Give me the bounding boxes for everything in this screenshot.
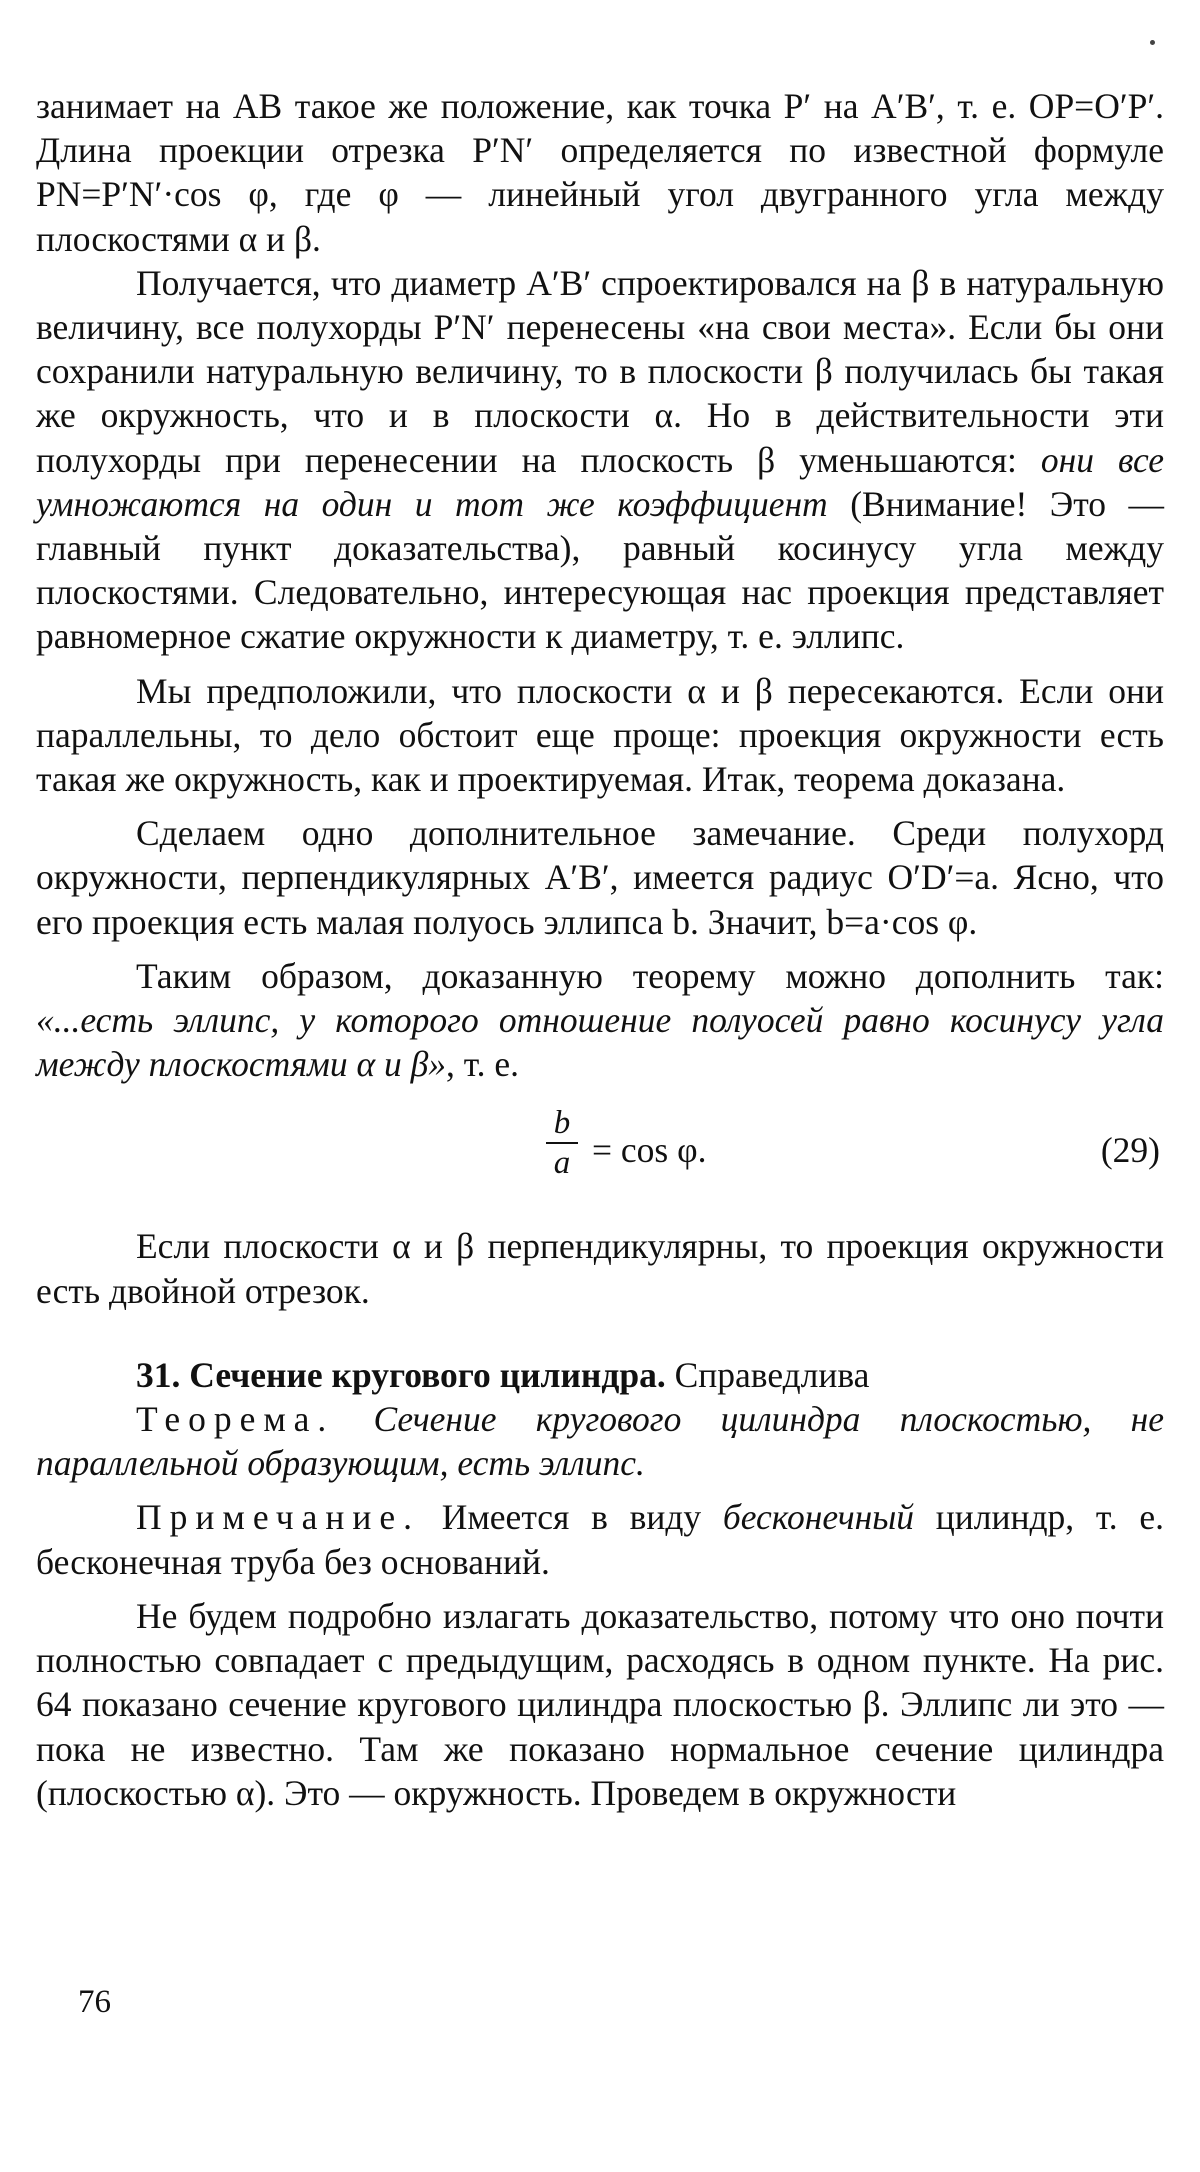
fraction-denominator: a xyxy=(553,1145,571,1182)
paragraph-parallel-case: Мы предположили, что плоскости α и β пересекаются. Если они параллельны, то дело обстоит еще проще: проекция окружности есть такая же окружность, как и проектируемая. Итак, теорема доказана. xyxy=(36,670,1164,800)
note-text: Имеется в виду xyxy=(441,1497,702,1538)
paragraph-proof-outline: Не будем подробно излагать доказательство, потому что оно почти полностью совпадает с предыдущим, расходясь в одном пункте. На рис. 64 показано сечение кругового цилиндра плоскостью β. Эллипс ли это — пока не известно. Там же показано нормальное сечение цилиндра (плоскостью α). Это — окружность. Проведем в окружности xyxy=(36,1595,1164,1813)
emphasis-text: «...есть эллипс, у которого отношение полуосей равно косинусу угла между плоскостями α и β» xyxy=(36,1000,1164,1085)
paragraph-text: Получается, что диаметр A′B′ спроектировался на β в натуральную величину, все полухорды P′N′ перенесены «на свои места». Если бы они сохранили натуральную величину, то в плоскости β получилась бы такая же окружность, что и в плоскости α. Но в действительности эти полухорды при перенесении на плоскость β уменьшаются: xyxy=(36,262,1164,480)
paragraph-perpendicular-case: Если плоскости α и β перпендикулярны, то проекция окружности есть двойной отрезок. xyxy=(36,1226,1164,1311)
scan-speck xyxy=(1150,40,1155,45)
section-heading xyxy=(36,1353,1164,1397)
note-label: Примечание. xyxy=(136,1497,420,1538)
paragraph-text: Таким образом, доказанную теорему можно дополнить так: xyxy=(136,955,1164,996)
paragraph-text: , т. е. xyxy=(446,1044,520,1085)
theorem-label: Теорема. xyxy=(136,1399,335,1440)
paragraph-theorem-supplement xyxy=(36,954,1164,1087)
equation-number: (29) xyxy=(1100,1130,1160,1171)
theorem-text: Сечение кругового цилиндра плоскостью, не параллельной образующим, есть эллипс. xyxy=(36,1399,1164,1484)
section-intro: Справедлива xyxy=(674,1354,870,1395)
paragraph-projection-argument xyxy=(36,261,1164,659)
fraction-numerator: b xyxy=(553,1105,571,1142)
formula-29 xyxy=(36,1098,1164,1210)
formula-rhs: = cos φ. xyxy=(592,1130,707,1171)
section-title: Сечение кругового цилиндра. xyxy=(189,1354,666,1395)
note xyxy=(36,1495,1164,1583)
theorem xyxy=(36,1397,1164,1485)
emphasis-text: они все умножаются на один и тот же коэффициент xyxy=(36,439,1165,524)
note-text: цилиндр, т. е. бесконечная труба без оснований. xyxy=(36,1497,1164,1582)
document-page xyxy=(36,84,1164,1815)
paragraph-continuation: занимает на AB такое же положение, как точка P′ на A′B′, т. е. OP=O′P′. Длина проекции отрезка P′N′ определяется по известной формуле PN=P′N′·cos φ, где φ — линейный угол двугранного угла между плоскостями α и β. xyxy=(36,86,1164,259)
page-number: 76 xyxy=(78,1984,111,2020)
emphasis-text: бесконечный xyxy=(722,1497,915,1538)
fraction xyxy=(546,1104,578,1182)
section-number: 31. xyxy=(136,1354,181,1395)
paragraph-text: (Внимание! Это — главный пункт доказательства), равный косинусу угла между плоскостями. Следовательно, интересующая нас проекция представляет равномерное сжатие окружности к диаметру, т. е. эллипс. xyxy=(36,483,1165,657)
paragraph-additional-remark: Сделаем одно дополнительное замечание. Среди полухорд окружности, перпендикулярных A′B′, имеется радиус O′D′=a. Ясно, что его проекция есть малая полуось эллипса b. Значит, b=a·cos φ. xyxy=(36,813,1164,942)
